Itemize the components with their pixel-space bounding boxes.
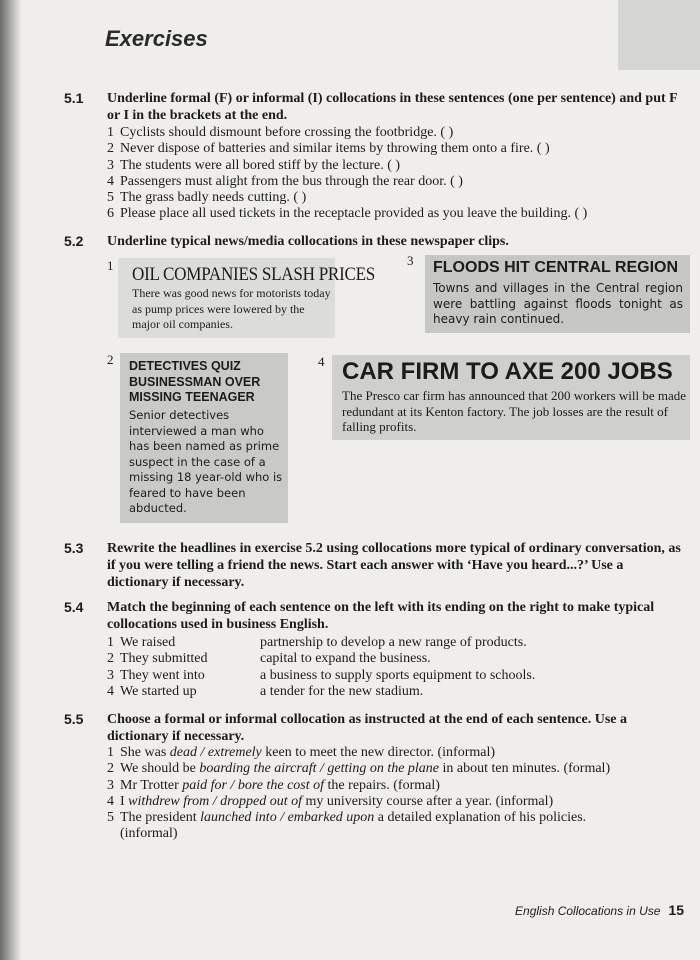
clip-body: The Presco car firm has announced that 200 workers will be made redundant at its Kenton factory. The job losses are the result of falling profits. — [342, 388, 687, 434]
list-item: 3 The students were all bored stiff by the lecture. ( ) — [107, 157, 401, 173]
clip-headline: CAR FIRM TO AXE 200 JOBS — [342, 358, 673, 385]
clip-body: Towns and villages in the Central region were battling against floods tonight as heavy rain continued. — [433, 281, 683, 326]
list-item: 5 The president launched into / embarked upon a detailed explanation of his policies. — [107, 810, 587, 826]
page-number: 15 — [668, 902, 684, 918]
list-item: 6 Please place all used tickets in the receptacle provided as you leave the building. ( ) — [107, 206, 588, 222]
list-item: 3 Mr Trotter paid for / bore the cost of the repairs. (formal) — [107, 777, 440, 793]
exercise-number: 5.3 — [64, 540, 84, 556]
match-left-column — [107, 635, 208, 700]
book-title: English Collocations in Use — [515, 904, 661, 918]
exercise-instruction: Choose a formal or informal collocation as instructed at the end of each sentence. Use a dictionary if necessary. — [107, 712, 628, 744]
clip-headline: DETECTIVES QUIZ BUSINESSMAN OVER MISSING TEENAGER — [129, 359, 261, 404]
page-title: Exercises — [105, 26, 208, 51]
exercise-5-5-list — [107, 745, 610, 843]
list-item: 1 Cyclists should dismount before crossing the footbridge. ( ) — [107, 125, 454, 140]
list-item: 4 I withdrew from / dropped out of my university course after a year. (informal) — [107, 793, 554, 809]
list-item: 1 We raised — [107, 635, 176, 650]
clip-number: 1 — [107, 258, 114, 273]
list-item: 4 We started up — [107, 683, 197, 699]
exercise-number: 5.5 — [64, 711, 84, 727]
list-item: 2 Never dispose of batteries and similar items by throwing them onto a fire. ( ) — [107, 141, 550, 157]
clip-number: 4 — [318, 354, 325, 369]
clip-number: 3 — [407, 253, 414, 268]
list-item: partnership to develop a new range of products. — [260, 635, 527, 650]
list-item: a tender for the new stadium. — [260, 683, 424, 699]
exercise-number: 5.4 — [64, 599, 84, 615]
exercise-instruction: Underline typical news/media collocations in these newspaper clips. — [107, 234, 509, 249]
news-clip-4 — [332, 355, 690, 440]
exercise-number: 5.2 — [64, 233, 84, 249]
match-right-column — [260, 635, 535, 700]
list-item: 2 We should be boarding the aircraft / getting on the plane in about ten minutes. (formal) — [107, 761, 611, 777]
list-item: 3 They went into — [107, 667, 205, 683]
clip-number: 2 — [107, 352, 114, 367]
news-clip-2 — [120, 353, 288, 523]
list-item: capital to expand the business. — [260, 651, 431, 667]
list-item: 5 The grass badly needs cutting. ( ) — [107, 190, 307, 206]
clip-body: There was good news for motorists today as pump prices were lowered by the major oil companies. — [132, 286, 331, 331]
news-clip-3 — [425, 255, 690, 333]
exercise-instruction: Rewrite the headlines in exercise 5.2 using collocations more typical of ordinary conversation, as if you were telling a friend the news. Start each answer with ‘Have you heard...?’ Use a dictionary if necessary. — [107, 541, 681, 590]
page-gutter-shadow — [0, 0, 22, 960]
list-item: 1 She was dead / extremely keen to meet the new director. (informal) — [107, 745, 496, 760]
page-footer — [515, 902, 684, 918]
list-item-continuation: (informal) — [120, 826, 178, 842]
clip-body: Senior detectives interviewed a man who has been named as prime suspect in the case of a missing 18 year-old who is feared to have been abducted. — [129, 408, 283, 515]
list-item: 4 Passengers must alight from the bus through the rear door. ( ) — [107, 173, 463, 189]
exercise-instruction: Match the beginning of each sentence on the left with its ending on the right to make typical collocations used in business English. — [107, 600, 655, 632]
clip-headline: OIL COMPANIES SLASH PRICES — [132, 264, 376, 285]
exercise-5-1-list — [107, 125, 587, 223]
news-clip-1 — [118, 258, 376, 338]
list-item: a business to supply sports equipment to schools. — [260, 667, 536, 683]
list-item: 2 They submitted — [107, 651, 208, 667]
exercise-number: 5.1 — [64, 90, 84, 106]
exercise-instruction: Underline formal (F) or informal (I) collocations in these sentences (one per sentence) and put F or I in the brackets at the end. — [107, 91, 678, 123]
clip-headline: FLOODS HIT CENTRAL REGION — [433, 259, 679, 276]
unit-tab — [618, 0, 700, 70]
